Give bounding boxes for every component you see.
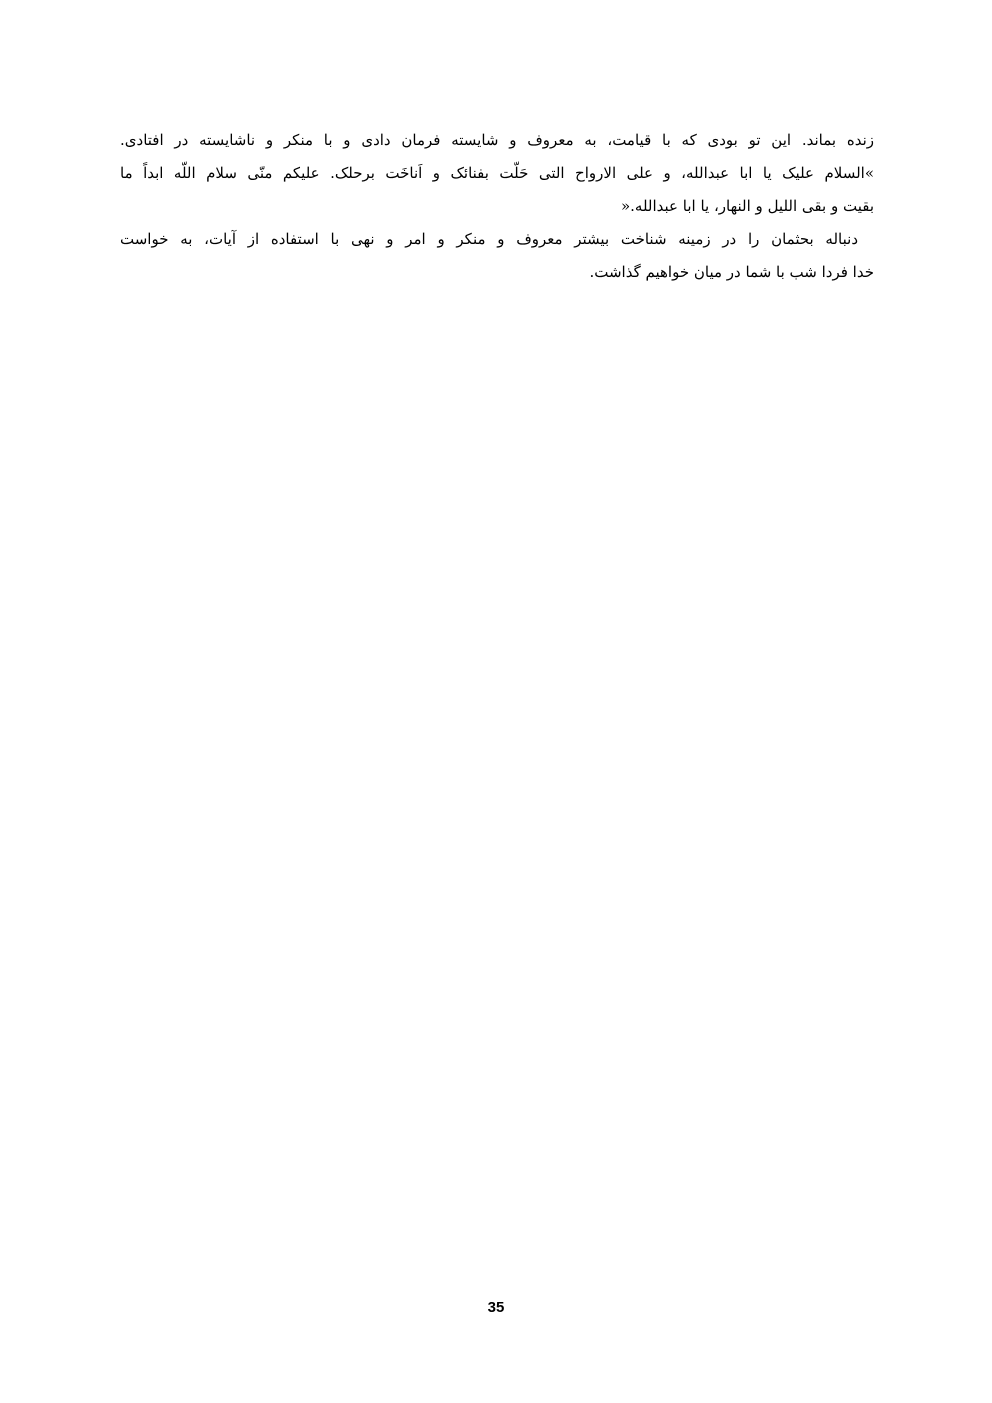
text-line: بقیت و بقی اللیل و النهار، یا ابا عبدالله.«: [620, 197, 874, 215]
page-number: 35: [487, 1299, 505, 1316]
text-line: دنباله بحثمان را در زمینه شناخت بیشتر معروف و منکر و امر و نهی با استفاده از آیات، به خواست: [120, 230, 858, 248]
text-line: زنده بماند. این تو بودی که با قیامت، به معروف و شایسته فرمان دادی و با منکر و ناشایسته در افتادی.: [120, 131, 874, 149]
paragraph-1: [120, 124, 874, 223]
paragraph-2: [120, 223, 874, 289]
document-body: [120, 124, 874, 289]
text-line: خدا فردا شب با شما در میان خواهیم گذاشت.: [589, 263, 874, 281]
text-line: »السلام علیک یا ابا عبدالله، و علی الارواح التی حَلّت بفنائک و اَناخَت برحلک. علیکم منّی سلام اللّه ابداً ما: [120, 164, 874, 182]
